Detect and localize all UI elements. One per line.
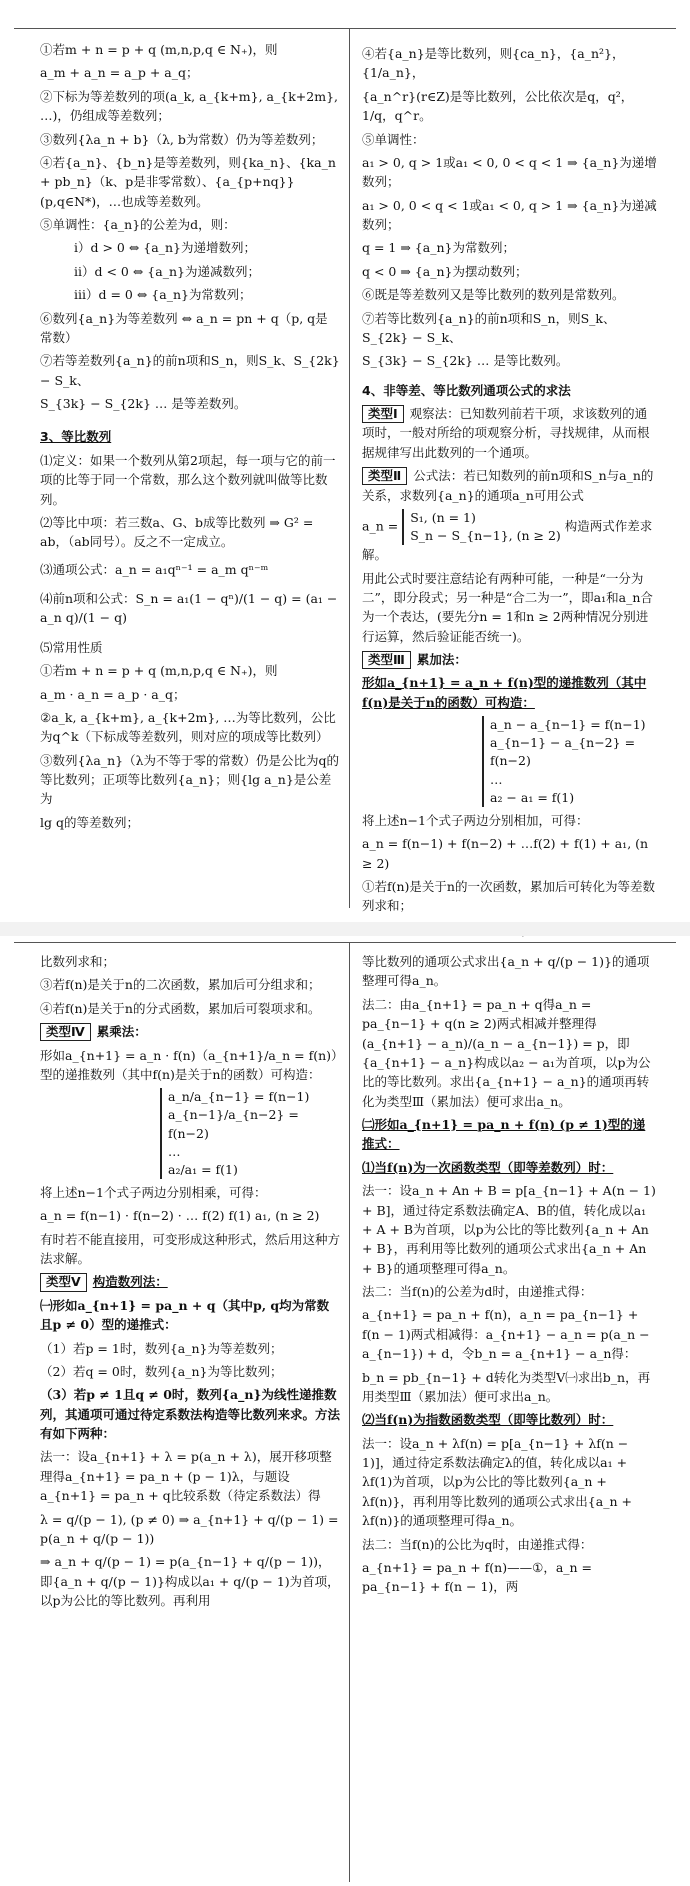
line: ⑦若等差数列{a_n}的前n项和S_n，则S_k、S_{2k} − S_k、 xyxy=(40,353,340,388)
line: a_n = f(n−1) + f(n−2) + …f(2) + f(1) + a₁, (n ≥ 2) xyxy=(362,836,649,871)
line: ⅰ）d > 0 ⇔ {a_n}为递增数列； xyxy=(74,240,256,256)
type-tag: 类型Ⅱ xyxy=(362,467,407,485)
line xyxy=(362,466,657,505)
line: a_m + a_n = a_p + a_q； xyxy=(40,65,199,81)
line: 用此公式时要注意结论有两种可能，一种是“一分为二”，即分段式；另一种是“合二为一”，即a₁和a_n合为一个表达，(要先分n = 1和n ≥ 2两种情况分别进行运算，然后验证能否统一)。 xyxy=(362,570,653,644)
eq-line: a_{n−1} − a_{n−2} = f(n−2) xyxy=(490,735,636,769)
line: 形如a_{n+1} = a_n · f(n)（a_{n+1}/a_n = f(n)）型的递推数列（其中f(n)是关于n的函数）可构造： xyxy=(40,1047,338,1082)
line: ㈡形如a_{n+1} = pa_n + f(n) (p ≠ 1)型的递推式： xyxy=(362,1117,646,1152)
type-tag: 类型Ⅳ xyxy=(40,1023,91,1041)
line: ③数列{λa_n}（λ为不等于零的常数）仍是公比为q的等比数列；正项等比数列{a_n}；则{lg a_n}是公差为 xyxy=(40,752,340,807)
line: ⑤单调性：{a_n}的公差为d，则： xyxy=(40,217,236,232)
line: 法二：由a_{n+1} = pa_n + q得a_n = pa_{n−1} + q(n ≥ 2)两式相减并整理得(a_{n+1} − a_n)/(a_n − a_{n−1}) = p，即{a_{n+1} − a_n}构成以a₂ − a₁为首项，以p为公比的等比数列。求出{a_{n+1} − a_n}的通项再转化为类型Ⅲ（累加法）便可求出a_n。 xyxy=(362,996,651,1109)
line: a₁ > 0, q > 1或a₁ < 0, 0 < q < 1 ⇒ {a_n}为递增数列； xyxy=(362,154,657,190)
line: ①若m + n = p + q (m,n,p,q ∈ N₊)，则 xyxy=(40,42,278,57)
line: b_n = pb_{n−1} + d转化为类型Ⅴ㈠求出b_n，再用类型Ⅲ（累加法）便可求出a_n。 xyxy=(362,1369,651,1404)
line: a₁ > 0, 0 < q < 1或a₁ < 0, q > 1 ⇒ {a_n}为递减数列； xyxy=(362,197,657,232)
line-text: 累加法： xyxy=(416,652,467,667)
line-text: 构造数列法： xyxy=(92,1274,168,1290)
line: ⑵当f(n)为指数函数类型（即等比数列）时： xyxy=(362,1412,614,1428)
line-text: 公式法：若已知数列的前n项和S_n与a_n的关系，求数列{a_n}的通项a_n可用公式 xyxy=(362,468,654,503)
line: S_{3k} − S_{2k} … 是等比数列。 xyxy=(362,353,569,369)
line: λ = q/(p − 1), (p ≠ 0) ⇒ a_{n+1} + q/(p − 1) = p(a_n + q/(p − 1)) xyxy=(40,1511,339,1546)
type-tag: 类型Ⅴ xyxy=(40,1273,87,1291)
line: ⅲ）d = 0 ⇔ {a_n}为常数列； xyxy=(74,287,252,303)
line-text: 构造两式作差求解。 xyxy=(362,518,653,563)
eq-line: a₂/a₁ = f(1) xyxy=(168,1161,238,1177)
line: （2）若q = 0时，数列{a_n}为等比数列； xyxy=(40,1363,283,1379)
right-column xyxy=(362,0,657,930)
line: ⑥数列{a_n}为等差数列 ⇔ a_n = pn + q（p, q是常数） xyxy=(40,310,328,345)
line: ⑶通项公式：a_n = a₁qⁿ⁻¹ = a_m qⁿ⁻ᵐ xyxy=(40,561,269,577)
line: ③数列{λa_n + b}（λ, b为常数）仍为等差数列； xyxy=(40,131,324,147)
line: a_{n+1} = pa_n + f(n)——①，a_n = pa_{n−1} + f(n − 1)，两 xyxy=(362,1559,593,1595)
eq-line: a_n − a_{n−1} = f(n−1) xyxy=(490,717,646,733)
page-2 xyxy=(0,930,690,1886)
line: q < 0 ⇒ {a_n}为摆动数列； xyxy=(362,263,528,279)
line: （1）若p = 1时，数列{a_n}为等差数列； xyxy=(40,1340,283,1356)
line xyxy=(362,673,657,712)
line: 将上述n−1个式子两边分别相加，可得： xyxy=(362,812,589,828)
line: q = 1 ⇒ {a_n}为常数列； xyxy=(362,240,515,256)
line xyxy=(362,650,657,669)
line xyxy=(40,1272,340,1291)
line: 法一：设a_n + λf(n) = p[a_{n−1} + λf(n − 1)]，通过待定系数法确定λ的值，转化成以a₁ + λf(1)为首项，以p为公比的等比数列{a_n + λf(n)}，再利用等比数列的通项公式求出{a_n + λf(n)}的通项整理可得a_n。 xyxy=(362,1435,632,1529)
line: ⅱ）d < 0 ⇔ {a_n}为递减数列； xyxy=(74,263,260,279)
line: ④若f(n)是关于n的分式函数，累加后可裂项求和。 xyxy=(40,1000,321,1016)
line: 法二：当f(n)的公比为q时，由递推式得： xyxy=(362,1536,593,1552)
case-brace xyxy=(402,509,561,545)
line: ⑦若等比数列{a_n}的前n项和S_n，则S_k、S_{2k} − S_k、 xyxy=(362,310,616,345)
right-column xyxy=(362,930,657,1886)
line: ②a_k, a_{k+m}, a_{k+2m}, …为等比数列，公比为q^k（下标成等差数列，则对应的项成等比数列） xyxy=(40,709,336,745)
column-divider xyxy=(349,942,350,1882)
section-heading: 4、非等差、等比数列通项公式的求法 xyxy=(362,382,571,398)
eq-line: a_n/a_{n−1} = f(n−1) xyxy=(168,1089,310,1105)
line: 法二：当f(n)的公差为d时，由递推式得： xyxy=(362,1284,593,1299)
line: ⑴定义：如果一个数列从第2项起，每一项与它的前一项的比等于同一个常数，那么这个数列就叫做等比数列。 xyxy=(40,452,336,507)
line: ⑥既是等差数列又是等比数列的数列是常数列。 xyxy=(362,287,625,303)
line: a_n = f(n−1) · f(n−2) · … f(2) f(1) a₁, (n ≥ 2) xyxy=(40,1208,320,1224)
line: 等比数列的通项公式求出{a_n + q/(p − 1)}的通项整理可得a_n。 xyxy=(362,954,650,989)
line-text: 累乘法： xyxy=(96,1024,147,1040)
line: ⑸常用性质 xyxy=(40,639,103,655)
eq-line: a₂ − a₁ = f(1) xyxy=(490,789,575,805)
line: S_{3k} − S_{2k} … 是等差数列。 xyxy=(40,396,247,411)
line-text: 形如a_{n+1} = a_n + f(n)型的递推数列（其中f(n)是关于n的函数）可构造： xyxy=(362,675,647,710)
column-divider xyxy=(349,28,350,908)
line: 法一：设a_n + An + B = p[a_{n−1} + A(n − 1) + B]，通过待定系数法确定A、B的值，转化成以a₁ + A + B为首项，以p为公比的等比数列{a_n + An + B}，再利用等比数列的通项公式求出{a_n + An + B}的通项整理可得a_n。 xyxy=(362,1183,656,1276)
case-line: S₁, (n = 1) xyxy=(410,509,476,525)
line: ⑴当f(n)为一次函数类型（即等差数列）时： xyxy=(362,1159,614,1175)
left-column xyxy=(40,0,340,930)
line: ㈠形如a_{n+1} = pa_n + q（其中p, q均为常数且p ≠ 0）型的递推式： xyxy=(40,1297,330,1333)
line: ②下标为等差数列的项(a_k, a_{k+m}, a_{k+2m}, …)，仍组成等差数列； xyxy=(40,88,338,124)
line: a_m · a_n = a_p · a_q； xyxy=(40,686,186,702)
product-system xyxy=(160,1088,340,1179)
case-formula xyxy=(362,509,657,565)
line: 将上述n−1个式子两边分别相乘，可得： xyxy=(40,1184,267,1200)
case-line: S_n − S_{n−1}, (n ≥ 2) xyxy=(410,528,561,543)
line-text: 观察法：已知数列前若干项，求该数列的通项时，一般对所给的项观察分析，寻找规律，从而根据规律写出此数列的一个通项。 xyxy=(362,406,650,460)
line: ⑵等比中项：若三数a、G、b成等比数列 ⇒ G² = ab，（ab同号）。反之不一定成立。 xyxy=(40,514,314,550)
type-tag: 类型Ⅰ xyxy=(362,405,404,423)
line: ①若m + n = p + q (m,n,p,q ∈ N₊)，则 xyxy=(40,663,278,679)
line: ⑷前n项和公式：S_n = a₁(1 − qⁿ)/(1 − q) = (a₁ − a_n q)/(1 − q) xyxy=(40,591,338,626)
line: 比数列求和； xyxy=(40,954,116,969)
section-heading: 3、等比数列 xyxy=(40,429,112,445)
line: ①若f(n)是关于n的一次函数，累加后可转化为等差数列求和； xyxy=(362,878,655,914)
line: ④若{a_n}、{b_n}是等差数列，则{ka_n}、{ka_n + pb_n}（k、p是非零常数）、{a_{p+nq}}(p,q∈N*)，…也成等差数列。 xyxy=(40,154,336,209)
line xyxy=(362,404,657,462)
line: ④若{a_n}是等比数列，则{ca_n}，{a_n²}，{1/a_n}， xyxy=(362,46,625,81)
line: lg q的等差数列； xyxy=(40,814,139,830)
line: ⇒ a_n + q/(p − 1) = p(a_{n−1} + q/(p − 1))，即{a_n + q/(p − 1)}构成以a₁ + q/(p − 1)为首项，以p为公比的等比数列。再利用 xyxy=(40,1554,340,1608)
sum-system xyxy=(482,716,657,807)
case-label: a_n = xyxy=(362,518,399,534)
line xyxy=(40,1022,340,1041)
line: ⑤单调性： xyxy=(362,131,425,147)
line: 有时若不能直接用，可变形成这种形式，然后用这种方法求解。 xyxy=(40,1231,341,1266)
eq-line: … xyxy=(490,771,503,787)
eq-line: a_{n−1}/a_{n−2} = f(n−2) xyxy=(168,1107,299,1141)
page-1 xyxy=(0,0,690,930)
line: 法一：设a_{n+1} + λ = p(a_n + λ)，展开移项整理得a_{n+1} = pa_n + (p − 1)λ，与题设a_{n+1} = pa_n + q比较系数（待定系数法）得 xyxy=(40,1449,332,1504)
line: （3）若p ≠ 1且q ≠ 0时，数列{a_n}为线性递推数列，其通项可通过待定系数法构造等比数列来求。方法有如下两种： xyxy=(40,1387,341,1441)
left-column xyxy=(40,930,340,1886)
type-tag: 类型Ⅲ xyxy=(362,651,411,669)
line: {a_n^r}(r∈Z)是等比数列，公比依次是q，q²，1/q，q^r。 xyxy=(362,88,634,124)
line: ③若f(n)是关于n的二次函数，累加后可分组求和； xyxy=(40,977,321,993)
line: a_{n+1} = pa_n + f(n)，a_n = pa_{n−1} + f(n − 1)两式相减得：a_{n+1} − a_n = p(a_n − a_{n−1}) + d，令b_n = a_{n+1} − a_n得： xyxy=(362,1307,650,1362)
eq-line: … xyxy=(168,1143,181,1159)
